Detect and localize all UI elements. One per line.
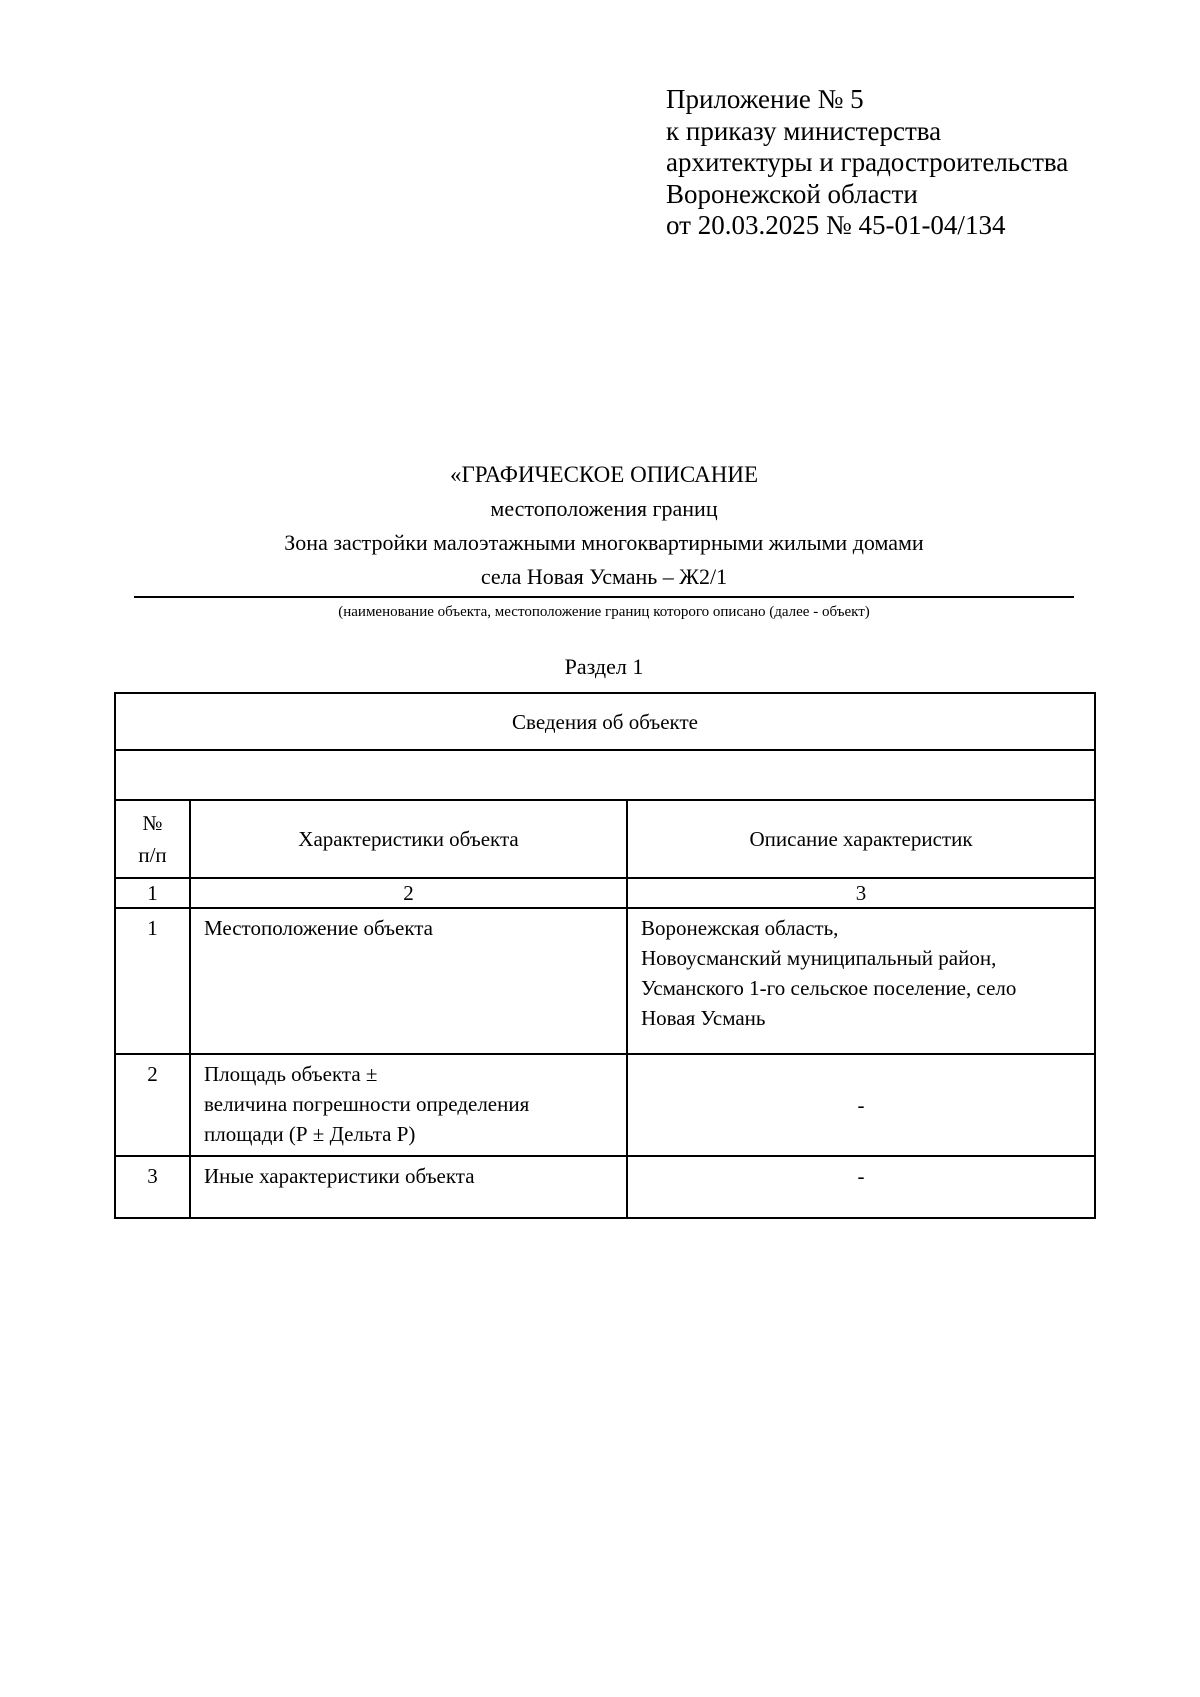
table-row <box>115 1054 1095 1156</box>
document-title: «ГРАФИЧЕСКОЕ ОПИСАНИЕ <box>449 462 758 487</box>
column-index: 3 <box>627 878 1095 908</box>
column-index: 1 <box>115 878 190 908</box>
row-characteristic-line: величина погрешности определения <box>204 1092 530 1116</box>
table-empty-row <box>115 750 1095 800</box>
table-row <box>115 908 1095 1054</box>
appendix-line: Приложение № 5 <box>666 84 864 114</box>
appendix-header <box>666 84 1068 242</box>
row-description-line: Новая Усмань <box>641 1006 766 1030</box>
header-num <box>115 800 190 878</box>
row-description: - <box>627 1054 1095 1156</box>
appendix-line: к приказу министерства <box>666 115 942 146</box>
column-index: 2 <box>190 878 627 908</box>
row-characteristic <box>190 1054 627 1156</box>
header-num-line1: № <box>142 811 163 835</box>
title-underline <box>134 596 1074 598</box>
row-characteristic-line: Местоположение объекта <box>204 916 434 940</box>
zone-name: Зона застройки малоэтажными многоквартирными жилыми домами <box>284 530 924 555</box>
row-description-line: Новоусманский муниципальный район, <box>641 946 997 970</box>
appendix-line: от 20.03.2025 № 45-01-04/134 <box>666 210 1006 240</box>
table-row <box>115 1156 1095 1218</box>
row-characteristic-line: площади (Р ± Дельта Р) <box>204 1122 416 1146</box>
row-description-line: Усманского 1-го сельское поселение, село <box>641 976 1017 1000</box>
row-number: 2 <box>115 1054 190 1156</box>
appendix-line: Воронежской области <box>666 178 918 209</box>
table-empty-cell <box>115 750 1095 800</box>
title-note: (наименование объекта, местоположение границ которого описано (далее - объект) <box>338 604 870 620</box>
row-number: 3 <box>115 1156 190 1218</box>
row-number: 1 <box>115 908 190 1054</box>
table-index-row <box>115 878 1095 908</box>
document-subtitle: местоположения границ <box>490 496 718 521</box>
header-description: Описание характеристик <box>627 800 1095 878</box>
table-caption-row <box>115 693 1095 750</box>
object-info-table <box>114 692 1096 1219</box>
row-characteristic <box>190 1156 627 1218</box>
table-caption: Сведения об объекте <box>115 693 1095 750</box>
row-characteristic <box>190 908 627 1054</box>
header-characteristics: Характеристики объекта <box>190 800 627 878</box>
header-num-line2: п/п <box>138 843 167 867</box>
row-characteristic-line: Иные характеристики объекта <box>204 1164 475 1188</box>
row-description: - <box>627 1156 1095 1218</box>
table-header-row <box>115 800 1095 878</box>
appendix-line: архитектуры и градостроительства <box>666 147 1069 177</box>
row-description-line: Воронежская область, <box>641 916 839 940</box>
document-title-block <box>134 458 1074 624</box>
section-label: Раздел 1 <box>564 654 644 679</box>
row-description <box>627 908 1095 1054</box>
zone-location: села Новая Усмань – Ж2/1 <box>480 564 728 589</box>
row-characteristic-line: Площадь объекта ± <box>204 1062 378 1086</box>
